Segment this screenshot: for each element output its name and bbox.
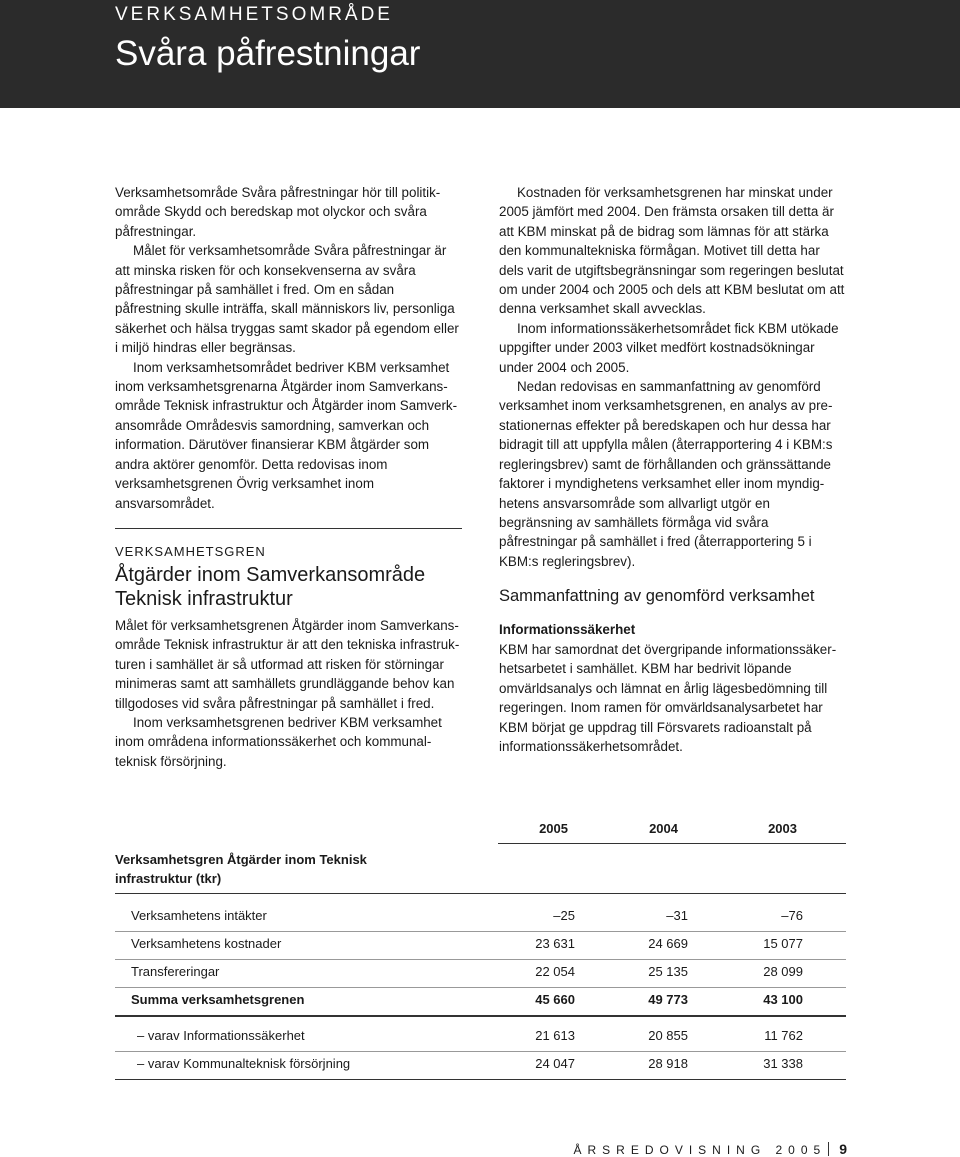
cell-2004: 20 855 <box>648 1028 688 1043</box>
table-row <box>115 1024 846 1052</box>
page-footer <box>573 1141 847 1157</box>
section-kicker: VERKSAMHETSGREN <box>115 544 266 559</box>
year-header: 2004 <box>649 821 678 836</box>
summary-subheading: Informationssäkerhet <box>499 622 636 637</box>
cell-2003: 43 100 <box>763 992 803 1007</box>
paragraph: Nedan redovisas en sammanfattning av genomförd verksamhet inom verksamhetsgrenen, en analys av prestationernas effekter på beredskapen och hur dessa har bidragit till att uppfylla målen (återrapportering 4 i KBM:s regleringsbrev) samt de förhållanden och gränssättande faktorer i myndighetens verksamhet eller inom myndighetens ansvarsområde som allvarligt utgör en begränsning av samhällets förmåga vid svåra påfrestningar på samhället i fred (återrapportering 5 i KBM:s regleringsbrev). <box>499 379 833 569</box>
table-row-total <box>115 988 846 1017</box>
cell-2005: –25 <box>553 908 575 923</box>
cell-2003: 28 099 <box>763 964 803 979</box>
row-label: Summa verksamhetsgrenen <box>131 992 305 1007</box>
footer-separator <box>828 1142 829 1156</box>
cell-2004: 28 918 <box>648 1056 688 1071</box>
right-column-intro <box>499 183 847 571</box>
page-title: Svåra påfrestningar <box>115 34 421 73</box>
row-label: – varav Informationssäkerhet <box>137 1028 305 1043</box>
paragraph: Målet för verksamhetsgrenen Åtgärder inom Samverkansområde Teknisk infrastruktur är att den tekniska infrastrukturen i samhället är så utformad att risken för störningar minimeras samt att samhällets grundläggande behov kan tillgodoses vid svåra påfrestningar på samhället i fred. <box>115 618 460 711</box>
cell-2003: –76 <box>781 908 803 923</box>
section-label: VERKSAMHETSOMRÅDE <box>115 4 393 25</box>
table-divider <box>498 843 846 844</box>
cell-2003: 31 338 <box>763 1056 803 1071</box>
cell-2003: 11 762 <box>764 1028 803 1043</box>
cell-2005: 23 631 <box>535 936 575 951</box>
paragraph: KBM har samordnat det övergripande informationssäkerhetsarbetet i samhället. KBM har bedrivit löpande omvärldsanalys och lämnat en årlig lägesbedömning till regeringen. Inom ramen för omvärldsanalysarbetet har KBM börjat ge uppdrag till Försvarets radioanstalt på informationssäkerhetsområdet. <box>499 642 837 755</box>
paragraph: Inom verksamhetsområdet bedriver KBM verksamhet inom verksamhetsgrenarna Åtgärder inom Samverkansområde Teknisk infrastruktur och Åtgärder inom Samverkansområde Områdesvis samordning, samverkan och information. Därutöver finansierar KBM åtgärder som andra aktörer genomför. Detta redovisas inom verksamhetsgrenen Övrig verksamhet inom ansvarsområdet. <box>115 359 458 511</box>
year-header: 2003 <box>768 821 797 836</box>
row-label: – varav Kommunalteknisk försörjning <box>137 1056 351 1071</box>
table-title: Verksamhetsgren Åtgärder inom Teknisk infrastruktur (tkr) <box>115 852 367 886</box>
cell-2003: 15 077 <box>763 936 803 951</box>
row-label: Verksamhetens kostnader <box>131 936 282 951</box>
left-column-intro <box>115 183 463 513</box>
cell-2005: 21 613 <box>535 1028 575 1043</box>
row-label: Verksamhetens intäkter <box>131 908 267 923</box>
cell-2004: –31 <box>666 908 688 923</box>
cell-2004: 25 135 <box>648 964 688 979</box>
table-row <box>115 904 846 932</box>
cell-2005: 45 660 <box>535 992 575 1007</box>
left-column-section <box>115 616 463 771</box>
paragraph: Inom informationssäkerhetsområdet fick KBM utökade uppgifter under 2003 vilket medfört kostnadsökningar under 2004 och 2005. <box>499 320 839 375</box>
table-row <box>115 932 846 960</box>
table-row <box>115 1052 846 1080</box>
section-heading: Åtgärder inom Samverkansområde Teknisk infrastruktur <box>115 564 426 610</box>
cell-2004: 24 669 <box>648 936 688 951</box>
table-divider <box>115 893 846 894</box>
right-column-summary <box>499 640 847 756</box>
cell-2005: 22 054 <box>535 964 575 979</box>
section-divider <box>115 528 462 529</box>
cell-2005: 24 047 <box>535 1056 575 1071</box>
paragraph: Kostnaden för verksamhetsgrenen har minskat under 2005 jämfört med 2004. Den främsta orsaken till detta är att KBM minskat på de bidrag som lämnas för att stärka den kommunaltekniska förmågan. Motivet till detta har dels varit de utgiftsbegränsningar som regeringen beslutat om under 2004 och 2005 och dels att KBM beslutat om att denna verksamhet skall avvecklas. <box>499 185 845 317</box>
row-label: Transfereringar <box>131 964 220 979</box>
cell-2004: 49 773 <box>648 992 688 1007</box>
summary-heading: Sammanfattning av genomförd verksamhet <box>499 587 815 605</box>
paragraph: Inom verksamhetsgrenen bedriver KBM verksamhet inom områdena informationssäkerhet och kommunalteknisk försörjning. <box>115 715 442 769</box>
paragraph: Verksamhetsområde Svåra påfrestningar hör till politikområde Skydd och beredskap mot olyckor och svåra påfrestningar. <box>115 185 441 239</box>
page-number: 9 <box>839 1141 847 1157</box>
page-header <box>0 0 960 108</box>
year-header: 2005 <box>539 821 568 836</box>
footer-text: ÅRSREDOVISNING 2005 <box>573 1143 827 1157</box>
paragraph: Målet för verksamhetsområde Svåra påfrestningar är att minska risken för och konsekvenserna av svåra påfrestningar på samhället i fred. Om en sådan påfrestning skulle inträffa, skall människors liv, personliga säkerhet och hälsa tryggas samt skador på egendom eller i miljö hindras eller begränsas. <box>115 243 459 356</box>
table-row <box>115 960 846 988</box>
